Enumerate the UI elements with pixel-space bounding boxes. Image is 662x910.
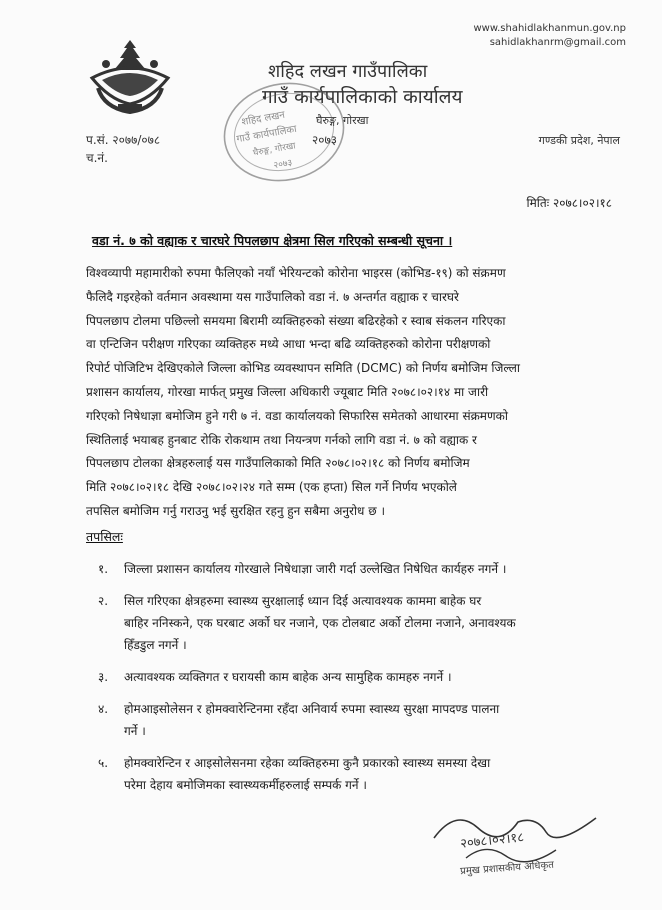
item-text: गर्ने । bbox=[124, 724, 146, 738]
body-line: रिपोर्ट पोजिटिभ देखिएकोले जिल्ला कोभिड व्यवस्थापन समिति (DCMC) को निर्णय बमोजिम जिल्ला bbox=[86, 361, 521, 376]
body-line: स्थितिलाई भयाबह हुनबाट रोकि रोकथाम तथा नियन्त्रण गर्नको लागि वडा नं. ७ को वह्याक र bbox=[86, 432, 477, 447]
body-line: वा एन्टिजिन परीक्षण गरिएका व्यक्तिहरु मध्ये आधा भन्दा बढि व्यक्तिहरुको कोरोना परीक्षणको bbox=[86, 337, 491, 352]
establishment-year: २०७३ bbox=[312, 133, 337, 147]
office-stamp bbox=[214, 70, 364, 194]
item-text: सिल गरिएका क्षेत्रहरुमा स्वास्थ्य सुरक्षालाई ध्यान दिई अत्यावश्यक काममा बाहेक घर bbox=[124, 594, 482, 608]
item-text: परेमा देहाय बमोजिमका स्वास्थ्यकर्मीहरुलाई सम्पर्क गर्ने । bbox=[124, 778, 367, 792]
item-text: होमआइसोलेसन र होमक्वारेन्टिनमा रहँदा अनिवार्य रुपमा स्वास्थ्य सुरक्षा मापदण्ड पालना bbox=[124, 702, 500, 716]
body-line: पिपलछाप टोलका क्षेत्रहरुलाई यस गाउँपालिकाको मिति २०७८।०२।१८ को निर्णय बमोजिम bbox=[86, 456, 470, 471]
contact-block bbox=[473, 22, 626, 50]
list-item bbox=[98, 752, 618, 796]
office-name: गाउँ कार्यपालिकाको कार्यालय bbox=[262, 86, 463, 108]
signatory-title: प्रमुख प्रशासकीय अधिकृत bbox=[459, 859, 555, 878]
item-text: जिल्ला प्रशासन कार्यालय गोरखाले निषेधाज्ञा जारी गर्दा उल्लेखित निषेधित कार्यहरु नगर्ने । bbox=[124, 562, 507, 576]
body-line: मिति २०७८।०२।१८ देखि २०७८।०२।२४ गते सम्म (एक हप्ता) सिल गर्ने निर्णय भएकोले bbox=[86, 480, 457, 495]
item-text: होमक्वारेन्टिन र आइसोलेसनमा रहेका व्यक्तिहरुमा कुनै प्रकारको स्वास्थ्य समस्या देखा bbox=[124, 756, 491, 770]
reference-block bbox=[86, 131, 160, 167]
body-line: पिपलछाप टोलमा पछिल्लो समयमा बिरामी व्यक्तिहरुको संख्या बढिरहेको र स्वाब संकलन गरिएका bbox=[86, 313, 506, 328]
nepal-emblem-logo bbox=[84, 34, 176, 116]
body-line: गरिएको निषेधाज्ञा बमोजिम हुने गरी ७ नं. वडा कार्यालयको सिफारिस समेतको आधारमा संक्रमणको bbox=[86, 408, 508, 423]
signature-date: २०७८।०२।१८ bbox=[459, 830, 525, 852]
body-line: तपसिल बमोजिम गर्नु गराउनु भई सुरक्षित रहनु हुन सबैमा अनुरोध छ । bbox=[86, 503, 386, 518]
list-item bbox=[98, 666, 618, 688]
notice-subject: वडा नं. ७ को वह्याक र चारघरे पिपलछाप क्षेत्रमा सिल गरिएको सम्बन्धी सूचना । bbox=[92, 233, 453, 248]
email-link[interactable]: sahidlakhanrm@gmail.com bbox=[489, 37, 626, 48]
item-number: २. bbox=[98, 594, 109, 608]
body-line: प्रशासन कार्यालय, गोरखा मार्फत् प्रमुख जिल्ला अधिकारी ज्यूबाट मिति २०७८।०२।१४ मा जारी bbox=[86, 384, 489, 399]
item-text: बाहिर ननिस्कने, एक घरबाट अर्को घर नजाने, एक टोलबाट अर्को टोलमा नजाने, अनावश्यक bbox=[124, 616, 516, 630]
list-item bbox=[98, 558, 618, 580]
list-item bbox=[98, 590, 618, 656]
stamp-line-4: २०७३ bbox=[272, 158, 294, 172]
stamp-line-2: गाउँ कार्यपालिका bbox=[235, 123, 298, 146]
organization-name: शहिद लखन गाउँपालिका bbox=[268, 61, 428, 82]
notice-date: मितिः २०७८।०२।१८ bbox=[526, 196, 612, 210]
office-location: घैरुङ्ग, गोरखा bbox=[316, 114, 369, 127]
website-link[interactable]: www.shahidlakhanmun.gov.np bbox=[473, 23, 626, 34]
annex-heading: तपसिलः bbox=[86, 529, 123, 544]
instruction-list bbox=[98, 558, 618, 806]
item-text: अत्यावश्यक व्यक्तिगत र घरायसी काम बाहेक अन्य सामुहिक कामहरु नगर्ने । bbox=[124, 670, 452, 684]
dispatch-number: च.नं. bbox=[86, 151, 108, 165]
body-line: विश्वव्यापी महामारीको रुपमा फैलिएको नयाँ भेरियन्टको कोरोना भाइरस (कोभिड-१९) को संक्रमण bbox=[86, 266, 506, 280]
item-text: हिँडडुल नगर्ने । bbox=[124, 638, 187, 652]
province-name: गण्डकी प्रदेश, नेपाल bbox=[538, 134, 620, 147]
stamp-line-1: शहिद लखन bbox=[240, 109, 286, 129]
list-item bbox=[98, 698, 618, 742]
item-number: ५. bbox=[98, 756, 109, 770]
item-number: ४. bbox=[98, 702, 109, 716]
item-number: १. bbox=[98, 562, 109, 576]
notice-body bbox=[86, 262, 614, 524]
item-number: ३. bbox=[98, 670, 109, 684]
stamp-line-3: घैरुङ्ग, गोरखा bbox=[252, 141, 297, 159]
reference-number: प.सं. २०७७/०७८ bbox=[86, 133, 161, 147]
body-line: फैलिदै गइरहेको वर्तमान अवस्थामा यस गाउँपालिको वडा नं. ७ अन्तर्गत वह्याक र चारघरे bbox=[86, 289, 459, 304]
